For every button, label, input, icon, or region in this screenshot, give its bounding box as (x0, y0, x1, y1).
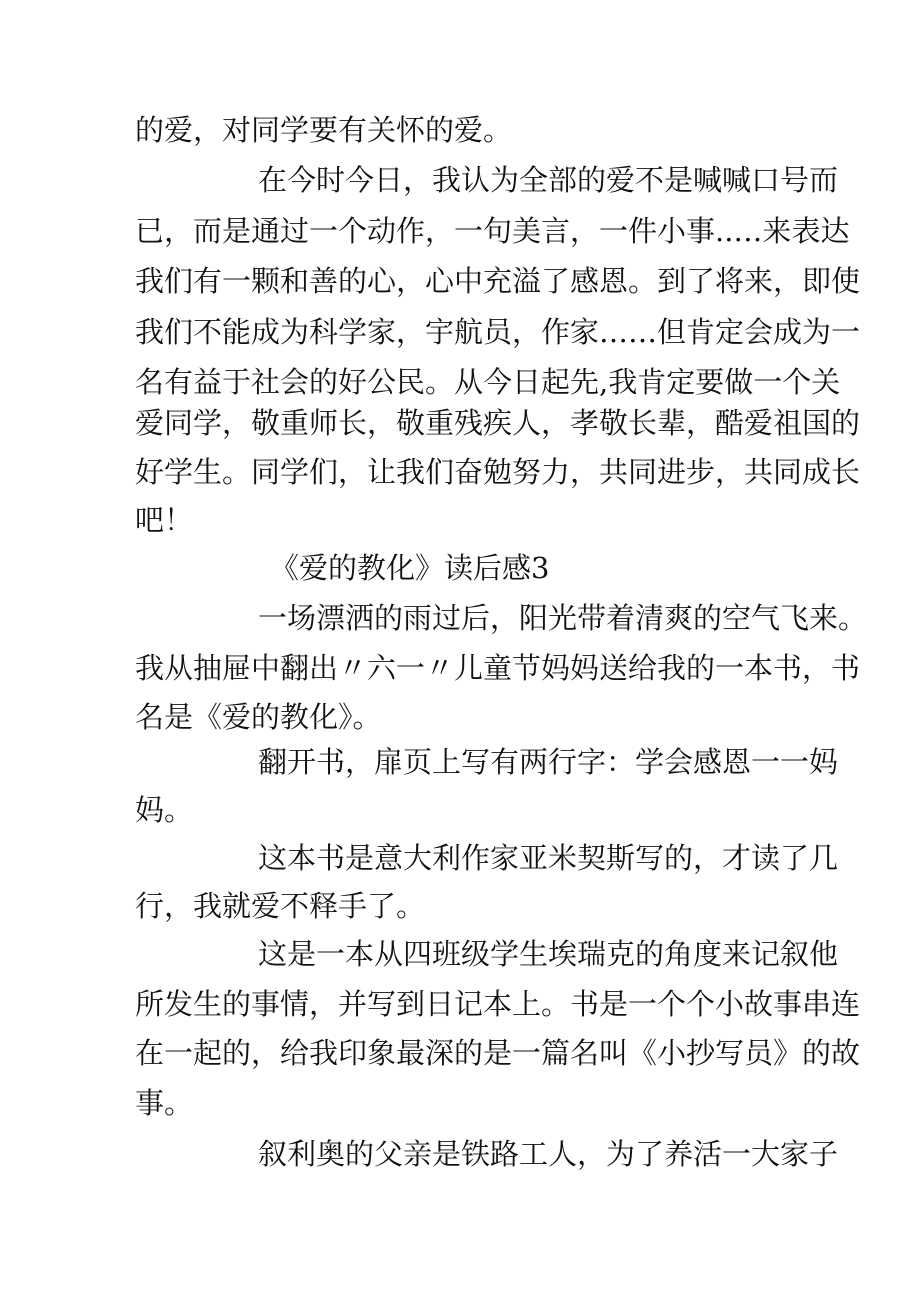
text-line: 我们不能成为科学家，宇航员，作家……但肯定会成为一 (135, 315, 861, 349)
text-line: 翻开书，扉页上写有两行字：学会感恩一一妈 (258, 745, 839, 779)
text-line: 已，而是通过一个动作，一句美言，一件小事..…来表达 (135, 214, 850, 248)
text-line: 所发生的事情，并写到日记本上。书是一个个小故事串连 (135, 987, 861, 1021)
text-line: 我从抽屉中翻出〃六一〃儿童节妈妈送给我的一本书，书 (135, 651, 861, 685)
text-line: 这本书是意大利作家亚米契斯写的，才读了几 (258, 841, 839, 875)
text-line: 在一起的，给我印象最深的是一篇名叫《小抄写员》的故 (135, 1036, 861, 1070)
text-line: 好学生。同学们，让我们奋勉努力，共同进步，共同成长 (135, 455, 861, 489)
text-line: 的爱，对同学要有关怀的爱。 (135, 113, 513, 147)
text-line: 妈。 (135, 793, 194, 827)
text-line: 行，我就爱不释手了。 (135, 889, 426, 923)
text-line: 吧！ (135, 503, 194, 537)
text-line: 名有益于社会的好公民。从今日起先,我肯定要做一个关 (135, 365, 841, 399)
section-heading: 《爱的教化》读后感3 (270, 551, 550, 585)
text-line: 我们有一颗和善的心，心中充溢了感恩。到了将来，即使 (135, 264, 861, 298)
text-line: 爱同学，敬重师长，敬重残疾人，孝敬长辈，酷爱祖国的 (135, 406, 861, 440)
text-line: 事。 (135, 1086, 194, 1120)
text-line: 名是《爱的教化》。 (135, 700, 382, 734)
text-line: 这是一本从四班级学生埃瑞克的角度来记叙他 (258, 937, 839, 971)
text-line: 一场漂洒的雨过后，阳光带着清爽的空气飞来。 (258, 601, 868, 635)
text-line: 在今时今日，我认为全部的爱不是喊喊口号而 (258, 163, 839, 197)
text-line: 叙利奥的父亲是铁路工人，为了养活一大家子 (258, 1137, 839, 1171)
